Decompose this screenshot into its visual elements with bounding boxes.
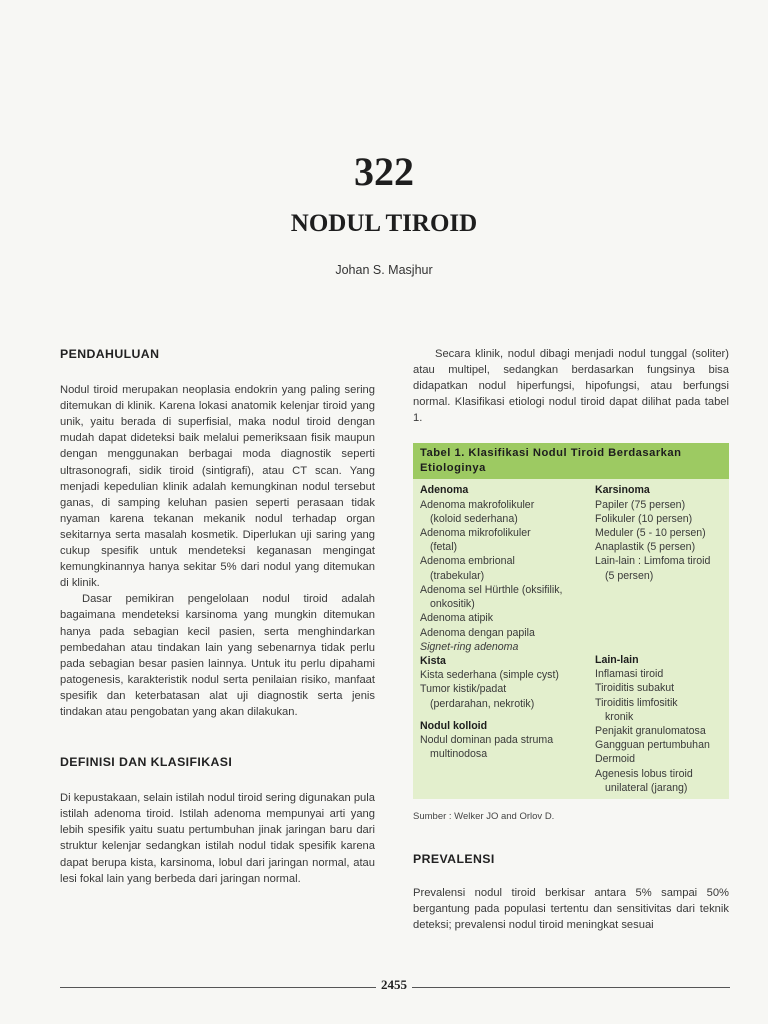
table-item: Signet-ring adenoma: [420, 640, 519, 653]
paragraph-intro-2: Dasar pemikiran pengelolaan nodul tiroid adalah bagaimana mendeteksi karsinoma yang mungkin ditemukan hanya pada sebagian kecil pasien, serta menghindarkan pembedahan atau tindakan lain yang sebenarnya tidak perlu pada sebagian besar pasien lainnya. Untuk itu perlu dipahami patogenesis, karakteristik nodul serta penilaian risiko, manfaat spesifik dan keterbatasan alat uji diagnostik serta jenis tindakan atau pengobatan yang akan dilakukan.: [60, 593, 375, 718]
table-item: Anaplastik (5 persen): [595, 541, 696, 554]
table-item: kronik: [605, 710, 634, 723]
table-source: Sumber : Welker JO and Orlov D.: [413, 810, 555, 822]
table-item: Nodul dominan pada struma: [420, 733, 554, 746]
table-item: Adenoma atipik: [420, 612, 494, 625]
table-column-right: [590, 483, 722, 794]
paragraph-prevalensi-1: Prevalensi nodul tiroid berkisar antara 5% sampai 50% bergantung pada populasi tertentu dan sensitivitas dari teknik deteksi; prevalensi nodul tiroid meningkat sesuai: [413, 887, 729, 932]
table-list-lain-lain: [595, 667, 722, 795]
table-item: Folikuler (10 persen): [595, 512, 693, 525]
table-item: Papiler (75 persen): [595, 498, 686, 511]
table-item: unilateral (jarang): [605, 781, 688, 794]
table-list-kista: [420, 668, 590, 711]
paragraph-definisi-1: Di kepustakaan, selain istilah nodul tiroid sering digunakan pula istilah adenoma tiroid. Istilah adenoma mempunyai arti yang lebih spesifik yaitu suatu pertumbuhan jinak jaringan baru dari struktur kelenjar sedangkan istilah nodul tidak spesifik karena dapat berupa kista, karsinoma, lobul dari jaringan normal, atau lesi fokal lain yang berbeda dari jaringan normal.: [60, 792, 375, 885]
table-item: onkositik): [430, 598, 475, 611]
author: Johan S. Masjhur: [335, 263, 433, 277]
left-column: [60, 346, 375, 887]
section-heading-prevalensi: PREVALENSI: [413, 852, 495, 867]
table-item: Penjakit granulomatosa: [595, 724, 706, 737]
table-item: Adenoma sel Hürthle (oksifilik,: [420, 583, 563, 596]
table-heading-nodul-kolloid: Nodul kolloid: [420, 719, 488, 732]
table-heading-adenoma: Adenoma: [420, 484, 469, 497]
chapter-number: 322: [354, 149, 414, 194]
table-item: Lain-lain : Limfoma tiroid: [595, 555, 711, 568]
table-item: Agenesis lobus tiroid: [595, 767, 693, 780]
table-item: (5 persen): [605, 569, 654, 582]
footer-rule-left: [60, 987, 376, 988]
table-item: (perdarahan, nekrotik): [430, 697, 535, 710]
footer-rule-right: [412, 987, 730, 988]
table-heading-karsinoma: Karsinoma: [595, 484, 650, 497]
table-heading-kista: Kista: [420, 654, 446, 667]
table-caption: Tabel 1. Klasifikasi Nodul Tiroid Berdasarkan Etiologinya: [413, 443, 729, 479]
chapter-title: NODUL TIROID: [290, 210, 478, 237]
section-heading-pendahuluan: PENDAHULUAN: [60, 347, 160, 361]
table-item: Adenoma embrional: [420, 555, 515, 568]
table-item: (trabekular): [430, 569, 485, 582]
table-item: Adenoma dengan papila: [420, 626, 535, 639]
table-list-karsinoma: [595, 498, 722, 583]
table-item: Inflamasi tiroid: [595, 668, 664, 681]
table-item: (fetal): [430, 541, 458, 554]
paragraph-intro-1: Nodul tiroid merupakan neoplasia endokrin yang paling sering ditemukan di klinik. Karena lokasi anatomik kelenjar tiroid yang unik, yaitu berada di superfisial, maka nodul tiroid dengan mudah dapat dideteksi baik melalui pemeriksaan fisik maupun dengan menggunakan berbagai moda diagnostik seperti ultrasonografi, sidik tiroid (sintigrafi), atau CT scan. Yang menjadi kepedulian klinik adalah kemungkinan nodul tersebut ganas, di samping keluhan pasien seperti perasaan tidak nyaman karena tekanan mekanik nodul terhadap organ sekitarnya serta masalah kosmetik. Diperlukan uji saring yang cukup spesifik untuk mendeteksi keganasan mengingat kemungkinannya hanya sekitar 5% dari nodul yang ditemukan di klinik.: [60, 384, 375, 590]
table-item: Gangguan pertumbuhan: [595, 739, 710, 752]
right-column: [413, 346, 729, 933]
table-item: multinodosa: [430, 748, 488, 761]
table-item: Kista sederhana (simple cyst): [420, 669, 559, 682]
table-item: Dermoid: [595, 753, 636, 766]
table-column-left: [420, 483, 590, 794]
classification-table: [413, 443, 729, 798]
page-number: 2455: [381, 977, 407, 992]
table-item: (koloid sederhana): [430, 512, 518, 525]
table-list-nodul-kolloid: [420, 733, 590, 761]
table-item: Tumor kistik/padat: [420, 683, 507, 696]
table-item: Tiroiditis subakut: [595, 682, 675, 695]
paragraph-klinik: Secara klinik, nodul dibagi menjadi nodul tunggal (soliter) atau multipel, sedangkan berdasarkan fungsinya bisa didapatkan nodul hiperfungsi, hipofungsi, atau berfungsi normal. Klasifikasi etiologi nodul tiroid dapat dilihat pada tabel 1.: [413, 348, 729, 425]
table-item: Adenoma makrofolikuler: [420, 498, 535, 511]
table-item: Tiroiditis limfositik: [595, 696, 678, 709]
table-list-adenoma: [420, 498, 590, 654]
table-item: Adenoma mikrofolikuler: [420, 527, 531, 540]
table-heading-lain-lain: Lain-lain: [595, 653, 639, 666]
section-heading-definisi: DEFINISI DAN KLASIFIKASI: [60, 755, 233, 770]
table-item: Meduler (5 - 10 persen): [595, 527, 706, 540]
